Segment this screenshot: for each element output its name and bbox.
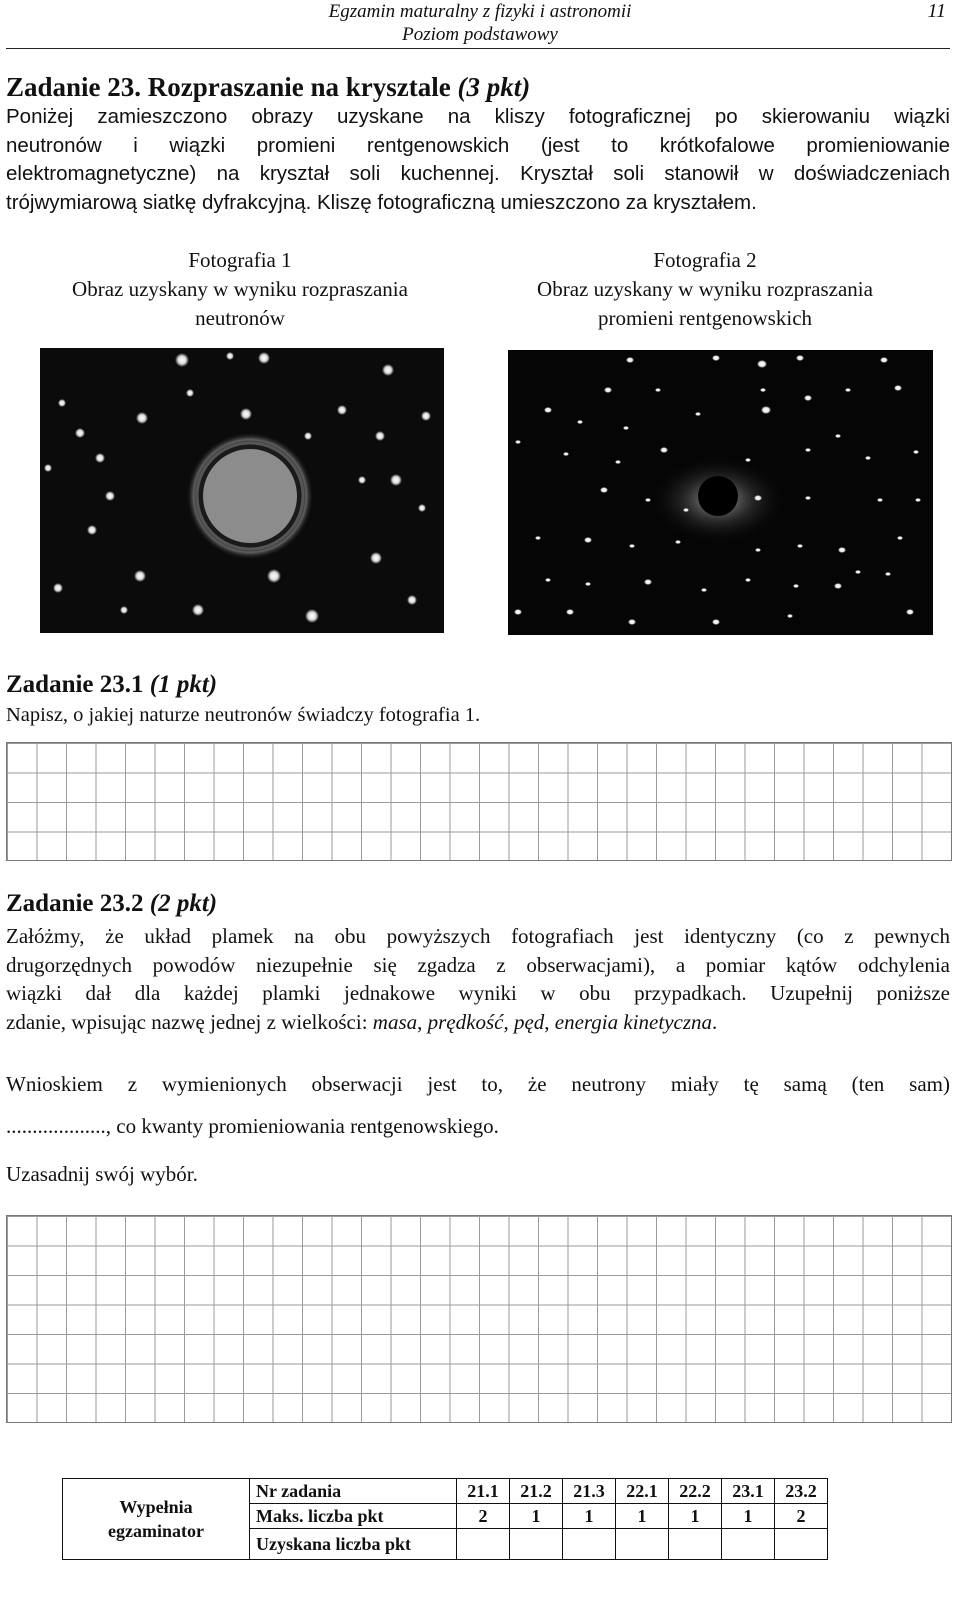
subtask-23-1-points: (1 pkt) bbox=[149, 671, 218, 698]
diffraction-spot bbox=[865, 456, 871, 460]
diffraction-spot bbox=[712, 355, 720, 361]
conclusion-sentence bbox=[6, 1063, 950, 1147]
diffraction-spot bbox=[755, 548, 761, 552]
diffraction-spot bbox=[877, 498, 883, 502]
option-velocity: prędkość bbox=[427, 1009, 504, 1034]
diffraction-spot bbox=[120, 606, 128, 614]
diffraction-spot bbox=[585, 582, 591, 586]
intro-line: elektromagnetyczne) na kryształ soli kuchennej. Kryształ soli stanowił w doświadczeniach bbox=[6, 162, 950, 185]
intro-line: Poniżej zamieszczono obrazy uzyskane na kliszy fotograficznej po skierowaniu wiązki bbox=[6, 105, 950, 128]
diffraction-spot bbox=[375, 431, 385, 441]
photo1-neutron-diffraction-image bbox=[40, 348, 444, 633]
diffraction-spot bbox=[675, 540, 681, 544]
options-end: . bbox=[712, 1009, 718, 1034]
subtask-23-2-line: wiązki dał dla każdej plamki jednakowe wyniki w obu przypadkach. Uzupełnij poniższe bbox=[6, 981, 950, 1005]
obtained-points-cell[interactable] bbox=[457, 1529, 510, 1560]
diffraction-spot bbox=[894, 385, 902, 391]
score-table bbox=[62, 1478, 828, 1560]
row-label-obtained-points: Uzyskana liczba pkt bbox=[250, 1529, 457, 1560]
task-intro bbox=[6, 103, 950, 217]
photo1-caption-desc2: neutronów bbox=[195, 306, 285, 330]
examiner-label-1: Wypełnia bbox=[119, 1497, 193, 1517]
diffraction-spot bbox=[240, 408, 252, 420]
diffraction-spot bbox=[845, 388, 851, 392]
task-number-cell: 23.2 bbox=[775, 1479, 828, 1504]
diffraction-spot bbox=[805, 448, 811, 452]
diffraction-spot bbox=[44, 464, 52, 472]
intro-line: trójwymiarową siatkę dyfrakcyjną. Kliszę fotograficzną umieszczono za kryształem. bbox=[6, 190, 757, 214]
row-label-task-number: Nr zadania bbox=[250, 1479, 457, 1504]
justify-prompt: Uzasadnij swój wybór. bbox=[6, 1162, 198, 1186]
diffraction-spot bbox=[95, 453, 105, 463]
obtained-points-cell[interactable] bbox=[563, 1529, 616, 1560]
option-separator: , bbox=[503, 1009, 514, 1034]
task-number-cell: 21.3 bbox=[563, 1479, 616, 1504]
diffraction-spot bbox=[305, 609, 319, 623]
photo2-caption-desc2: promieni rentgenowskich bbox=[597, 306, 813, 330]
obtained-points-cell[interactable] bbox=[669, 1529, 722, 1560]
max-points-cell: 1 bbox=[722, 1504, 775, 1529]
diffraction-spot bbox=[75, 428, 85, 438]
diffraction-spot bbox=[804, 395, 812, 401]
diffraction-spot bbox=[793, 584, 799, 588]
diffraction-spot bbox=[745, 458, 751, 462]
diffraction-spot bbox=[358, 476, 366, 484]
max-points-cell: 1 bbox=[669, 1504, 722, 1529]
obtained-points-cell[interactable] bbox=[722, 1529, 775, 1560]
score-table-container bbox=[62, 1478, 828, 1560]
diffraction-spot bbox=[787, 614, 793, 618]
photo1-caption-desc: Obraz uzyskany w wyniku rozpraszania bbox=[72, 277, 408, 301]
photo2-caption-title: Fotografia 2 bbox=[653, 248, 757, 272]
photo2-caption-desc: Obraz uzyskany w wyniku rozpraszania bbox=[537, 277, 873, 301]
subtask-23-2-points: (2 pkt) bbox=[149, 890, 218, 917]
row-label-max-points: Maks. liczba pkt bbox=[250, 1504, 457, 1529]
answer-grid-23-1[interactable] bbox=[6, 742, 952, 861]
diffraction-spot bbox=[683, 508, 689, 512]
diffraction-spot bbox=[545, 578, 551, 582]
examiner-label-cell bbox=[63, 1479, 250, 1560]
diffraction-spot bbox=[192, 604, 204, 616]
option-separator: , bbox=[544, 1009, 555, 1034]
subtask-23-1-prompt: Napisz, o jakiej naturze neutronów świadczy fotografia 1. bbox=[6, 704, 481, 726]
diffraction-spot bbox=[623, 426, 629, 430]
diffraction-spot bbox=[304, 432, 312, 440]
subtask-23-2-title bbox=[6, 890, 217, 918]
exam-header-title: Egzamin maturalny z fizyki i astronomii bbox=[328, 1, 632, 22]
diffraction-spot bbox=[754, 495, 762, 501]
diffraction-spot bbox=[134, 570, 146, 582]
subtask-23-2-line bbox=[6, 1008, 950, 1037]
diffraction-spot bbox=[370, 552, 382, 564]
diffraction-spot bbox=[834, 583, 842, 589]
diffraction-spot bbox=[805, 496, 811, 500]
diffraction-spot bbox=[628, 619, 636, 625]
photo1-caption bbox=[40, 246, 440, 333]
max-points-cell: 2 bbox=[775, 1504, 828, 1529]
options-intro: zdanie, wpisując nazwę jednej z wielkości: bbox=[6, 1009, 373, 1034]
diffraction-spot bbox=[58, 399, 66, 407]
subtask-23-2-title-text: Zadanie 23.2 bbox=[6, 890, 150, 917]
diffraction-spot bbox=[655, 388, 661, 392]
diffraction-spot bbox=[382, 364, 394, 376]
diffraction-spot bbox=[186, 389, 194, 397]
option-kinetic-energy: energia kinetyczna bbox=[554, 1009, 713, 1034]
task-title-text: Zadanie 23. Rozpraszanie na krysztale bbox=[6, 72, 458, 102]
diffraction-spot bbox=[880, 357, 888, 363]
conclusion-line-1: Wnioskiem z wymienionych obserwacji jest to, że neutrony miały tę samą (ten sam) bbox=[6, 1072, 950, 1096]
diffraction-spot bbox=[515, 440, 521, 444]
diffraction-spot bbox=[105, 491, 115, 501]
diffraction-spot bbox=[418, 504, 426, 512]
diffraction-spot bbox=[407, 595, 417, 605]
answer-grid-23-2[interactable] bbox=[6, 1215, 952, 1423]
diffraction-spot bbox=[267, 569, 281, 583]
diffraction-spot bbox=[629, 544, 635, 548]
subtask-23-2-text bbox=[6, 922, 950, 1036]
diffraction-spot bbox=[136, 412, 148, 424]
obtained-points-cell[interactable] bbox=[510, 1529, 563, 1560]
diffraction-spot bbox=[660, 447, 668, 453]
diffraction-spot bbox=[604, 387, 612, 393]
task-number-cell: 21.1 bbox=[457, 1479, 510, 1504]
diffraction-spot bbox=[175, 353, 189, 367]
task-title bbox=[6, 72, 530, 103]
obtained-points-cell[interactable] bbox=[616, 1529, 669, 1560]
diffraction-spot bbox=[566, 609, 574, 615]
diffraction-spot bbox=[761, 406, 771, 414]
obtained-points-cell[interactable] bbox=[775, 1529, 828, 1560]
diffraction-spot bbox=[796, 355, 804, 361]
diffraction-spot bbox=[913, 450, 919, 454]
diffraction-spot bbox=[644, 579, 652, 585]
diffraction-spot bbox=[87, 525, 97, 535]
option-mass: masa bbox=[372, 1009, 418, 1034]
diffraction-spot bbox=[835, 434, 841, 438]
photo1-caption-title: Fotografia 1 bbox=[188, 248, 292, 272]
diffraction-spot bbox=[615, 460, 621, 464]
diffraction-spot bbox=[745, 578, 751, 582]
diffraction-spot bbox=[337, 405, 347, 415]
diffraction-spot bbox=[258, 352, 270, 364]
subtask-23-1-title bbox=[6, 671, 217, 699]
diffraction-spot bbox=[563, 452, 569, 456]
diffraction-spot bbox=[712, 619, 720, 625]
diffraction-spot bbox=[701, 588, 707, 592]
subtask-23-1-title-text: Zadanie 23.1 bbox=[6, 671, 150, 698]
task-number-cell: 22.1 bbox=[616, 1479, 669, 1504]
max-points-cell: 1 bbox=[616, 1504, 669, 1529]
diffraction-spot bbox=[797, 544, 803, 548]
diffraction-spot bbox=[421, 411, 431, 421]
diffraction-spot bbox=[838, 547, 846, 553]
diffraction-spot bbox=[626, 357, 634, 363]
photo2-caption bbox=[505, 246, 905, 333]
diffraction-spot bbox=[544, 407, 552, 413]
diffraction-spot bbox=[390, 474, 402, 486]
examiner-label-2: egzaminator bbox=[108, 1521, 204, 1541]
diffraction-spot bbox=[695, 412, 701, 416]
task-points: (3 pkt) bbox=[457, 72, 531, 102]
max-points-cell: 1 bbox=[510, 1504, 563, 1529]
diffraction-spot bbox=[53, 583, 63, 593]
diffraction-spot bbox=[757, 360, 767, 368]
diffraction-spot bbox=[855, 570, 861, 574]
max-points-cell: 2 bbox=[457, 1504, 510, 1529]
diffraction-spot bbox=[760, 388, 766, 392]
diffraction-spot bbox=[514, 609, 522, 615]
task-number-cell: 22.2 bbox=[669, 1479, 722, 1504]
header-divider bbox=[6, 48, 950, 49]
diffraction-spot bbox=[226, 352, 234, 360]
diffraction-spot bbox=[906, 609, 914, 615]
task-number-cell: 21.2 bbox=[510, 1479, 563, 1504]
option-momentum: pęd bbox=[513, 1009, 545, 1034]
diffraction-spot bbox=[915, 498, 921, 502]
diffraction-spot bbox=[897, 536, 903, 540]
diffraction-spot bbox=[535, 536, 541, 540]
diffraction-spot bbox=[577, 420, 583, 424]
intro-line: neutronów i wiązki promieni rentgenowskich (jest to krótkofalowe promieniowanie bbox=[6, 133, 950, 157]
subtask-23-2-line: drugorzędnych powodów niezupełnie się zgadza z obserwacjami), a pomiar kątów odchylenia bbox=[6, 952, 950, 977]
max-points-cell: 1 bbox=[563, 1504, 616, 1529]
task-number-cell: 23.1 bbox=[722, 1479, 775, 1504]
page-number: 11 bbox=[927, 0, 946, 22]
diffraction-spot bbox=[600, 487, 608, 493]
option-separator: , bbox=[417, 1009, 428, 1034]
photo2-xray-diffraction-image bbox=[508, 350, 933, 635]
diffraction-spot bbox=[584, 537, 592, 543]
exam-header-level: Poziom podstawowy bbox=[402, 24, 558, 45]
diffraction-spot bbox=[645, 498, 651, 502]
conclusion-line-2-with-blank[interactable]: ..................., co kwanty promieniowania rentgenowskiego. bbox=[6, 1114, 499, 1138]
diffraction-spot bbox=[885, 572, 891, 576]
subtask-23-2-line: Załóżmy, że układ plamek na obu powyższych fotografiach jest identyczny (co z pewnych bbox=[6, 924, 950, 948]
